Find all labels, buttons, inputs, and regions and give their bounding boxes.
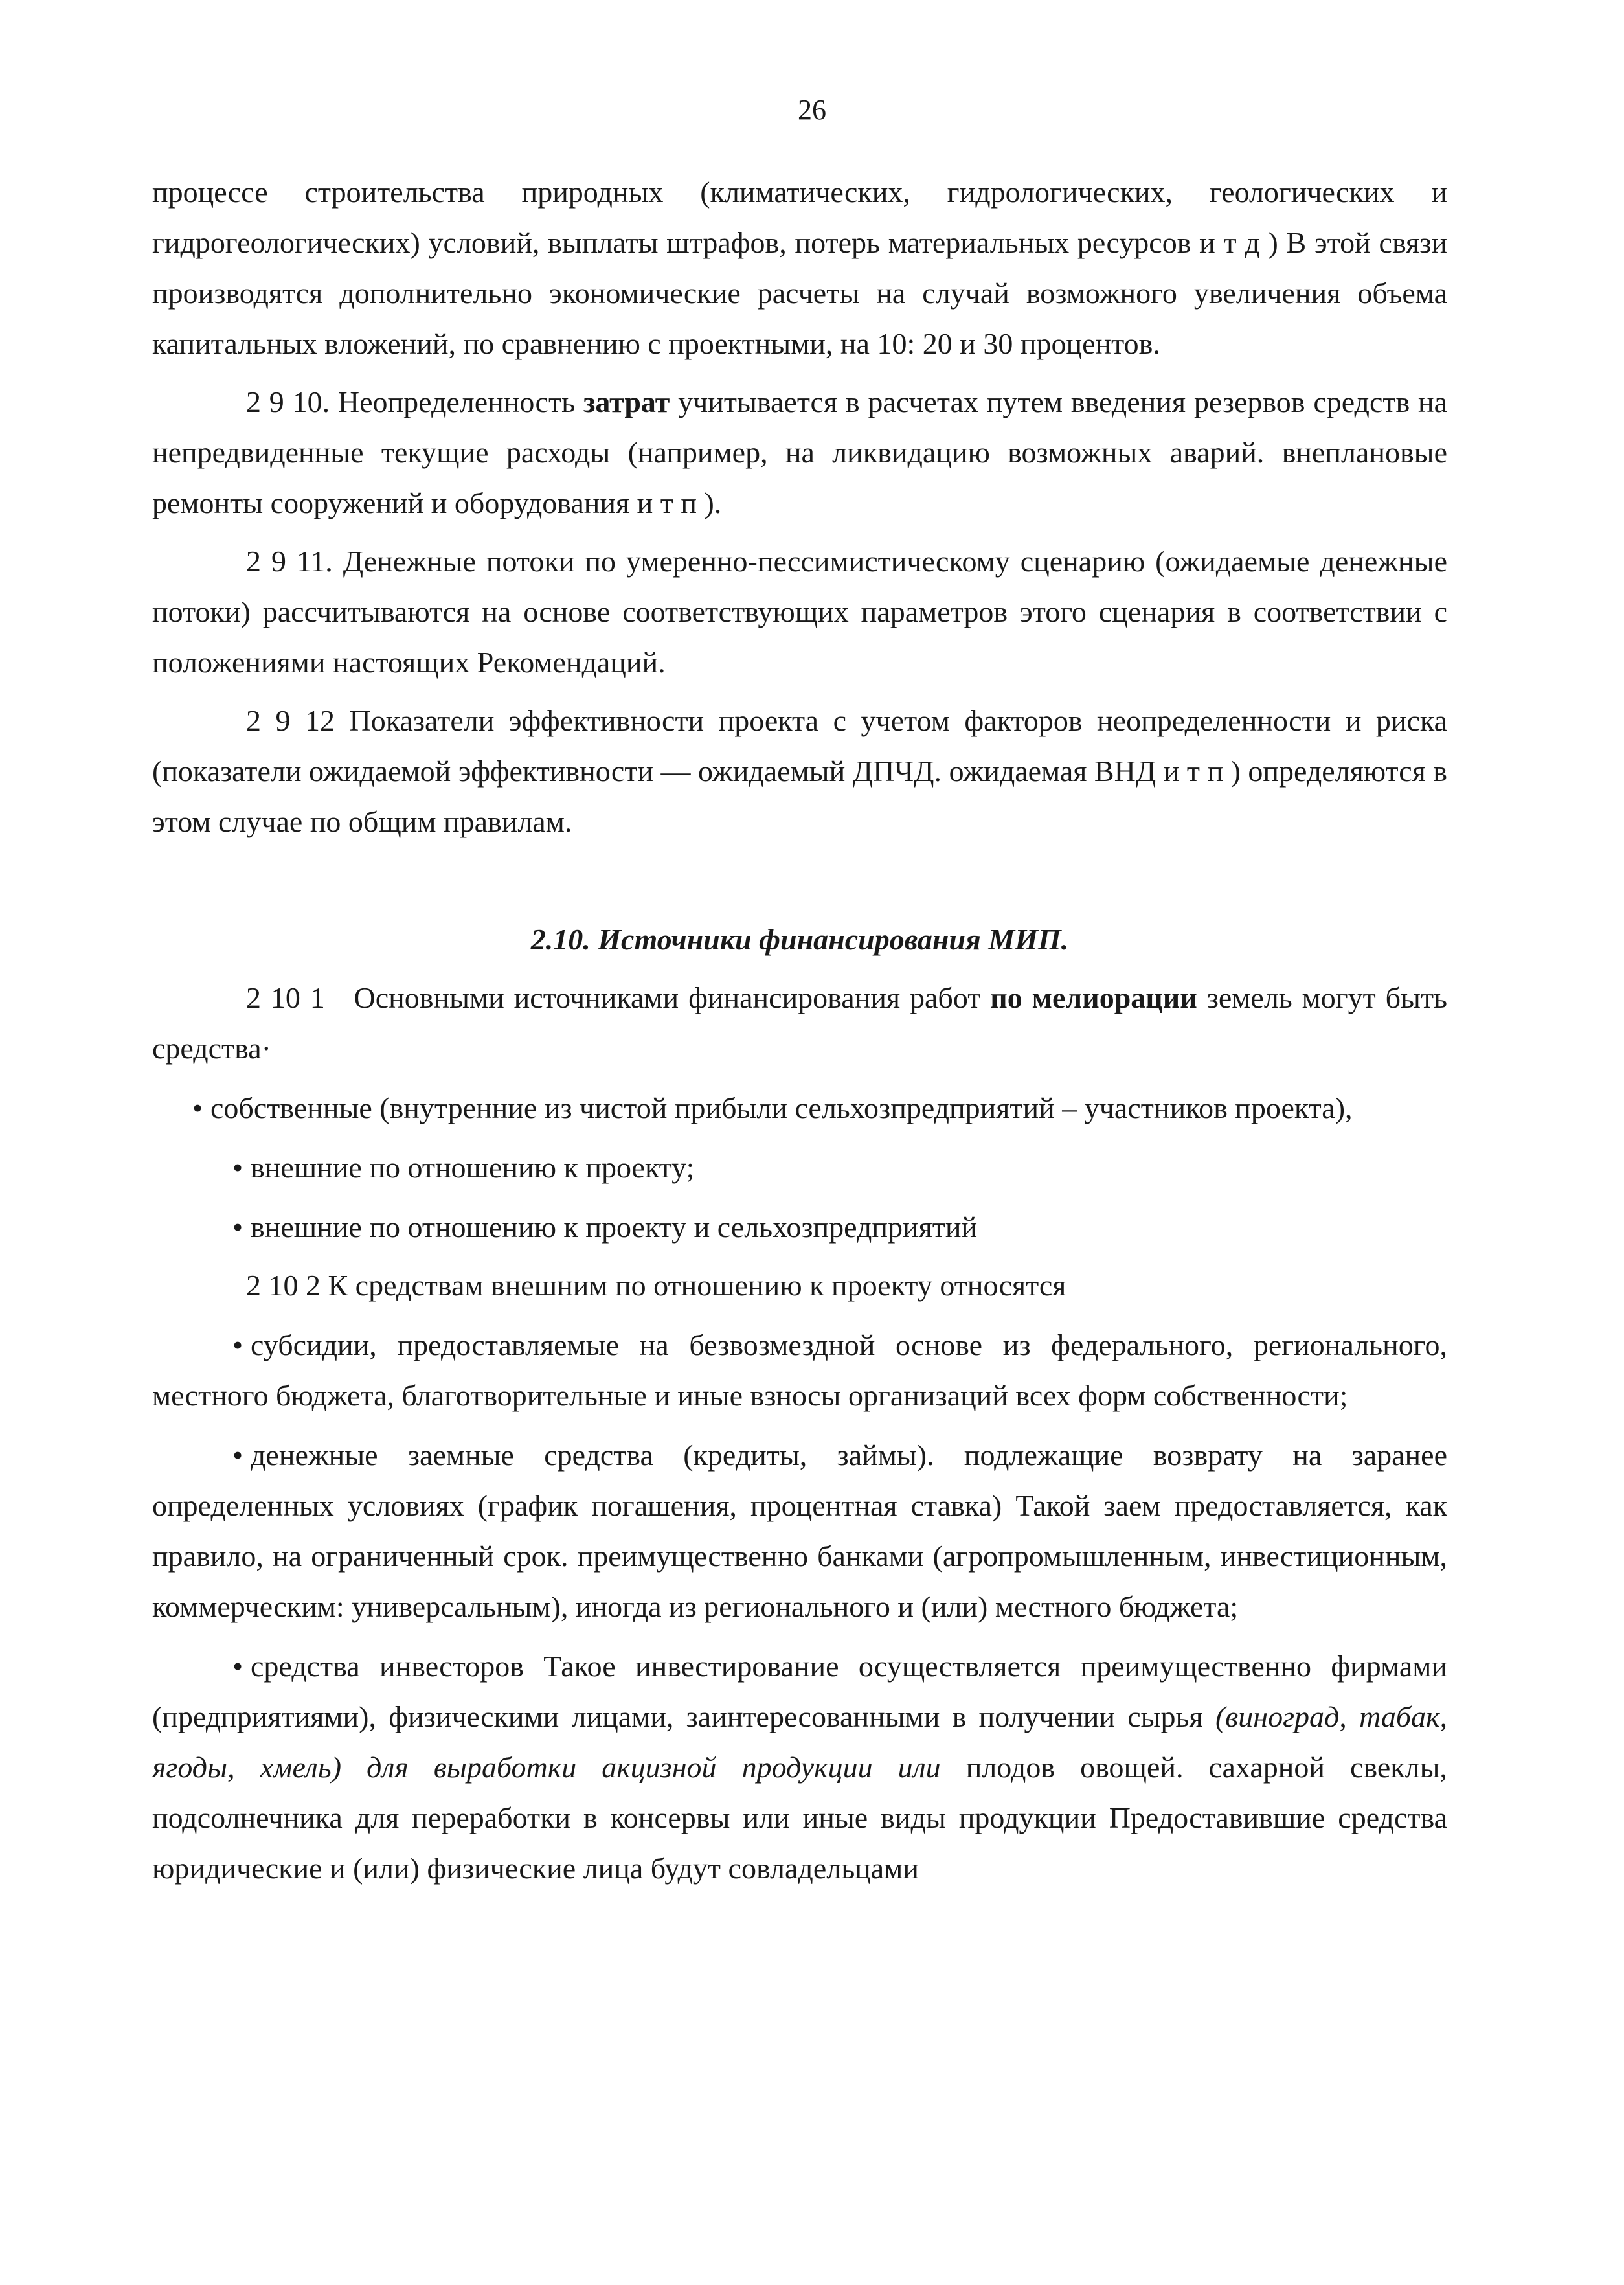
list-item-text: средства инвесторов Такое инвестирование осуществляется преимущественно фирмами (предприятиями), физическими лицами, заинтересованными в получении сырья	[152, 1650, 1447, 1733]
list-item-text: субсидии, предоставляемые на безвозмездной основе из федерального, регионального, местного бюджета, благотворительные и иные взносы организаций всех форм собственности;	[152, 1328, 1447, 1412]
paragraph-text: Основными источниками финансирования работ	[354, 981, 981, 1014]
list-item-text: собственные (внутренние из чистой прибыли сельхозпредприятий – участников проекта),	[210, 1091, 1353, 1124]
list-item-text: внешние по отношению к проекту и сельхозпредприятий	[251, 1211, 978, 1244]
list-item-own-funds	[152, 1083, 1447, 1133]
paragraph-2-10-1	[152, 973, 1447, 1074]
bullet-icon: •	[232, 1650, 243, 1683]
list-item-external	[152, 1142, 1447, 1193]
bullet-icon: •	[232, 1211, 243, 1244]
section-heading: 2.10. Источники финансирования МИП.	[530, 923, 1069, 956]
list-item-text: денежные заемные средства (кредиты, займы). подлежащие возврату на заранее определенных условиях (график погашения, процентная ставка) Такой заем предоставляется, как правило, на ограниченный срок. преимущественно банками (агропромышленным, инвестиционным, коммерческим: универсальным), иногда из регионального и (или) местного бюджета;	[152, 1438, 1447, 1623]
paragraph-text: учитывается в расчетах путем введения резервов средств на непредвиденные текущие расходы (например, на ликвидацию возможных аварий. внеплановые ремонты сооружений и оборудования и т п ).	[152, 385, 1448, 519]
paragraph-2-9-10	[152, 377, 1447, 529]
list-item-text: плодов овощей. сахарной свеклы, подсолнечника для переработки в консервы или иные виды продукции Предоставившие средства юридические и (или) физические лица будут совладельцами	[152, 1751, 1448, 1885]
italic-text: (виноград, табак, ягоды, хмель) для выработки акцизной продукции или	[152, 1700, 1448, 1784]
page-number: 26	[798, 94, 826, 126]
bullet-icon: •	[232, 1328, 243, 1361]
paragraph-2-9-11: 2 9 11. Денежные потоки по умеренно-пессимистическому сценарию (ожидаемые денежные потоки) рассчитываются на основе соответствующих параметров этого сценария в соответствии с положениями настоящих Рекомендаций.	[152, 545, 1447, 679]
paragraph-2-9-12: 2 9 12 Показатели эффективности проекта с учетом факторов неопределенности и риска (показатели ожидаемой эффективности — ожидаемый ДПЧД. ожидаемая ВНД и т п ) определяются в этом случае по общим правилам.	[152, 704, 1447, 838]
list-item-subsidies	[152, 1320, 1447, 1421]
paragraph-text: Неопределенность	[337, 385, 576, 418]
bullet-icon: •	[232, 1151, 243, 1184]
bullet-icon: •	[192, 1091, 203, 1124]
clause-number: 2 9 10.	[246, 385, 330, 418]
paragraph-2-10-2: 2 10 2 К средствам внешним по отношению к проекту относятся	[246, 1269, 1066, 1302]
list-item-external-enterprises	[152, 1202, 1447, 1253]
list-item-loans	[152, 1430, 1447, 1632]
list-item-investors	[152, 1641, 1447, 1894]
clause-number: 2 10 1	[246, 981, 325, 1014]
list-item-text: внешние по отношению к проекту;	[251, 1151, 695, 1184]
page-content	[152, 167, 1447, 1894]
emphasis-text: затрат	[583, 385, 670, 418]
paragraph-continuation: процессе строительства природных (климатических, гидрологических, геологических и гидрогеологических) условий, выплаты штрафов, потерь материальных ресурсов и т д ) В этой связи производятся дополнительно экономические расчеты на случай возможного увеличения объема капитальных вложений, по сравнению с проектными, на 10: 20 и 30 процентов.	[152, 176, 1447, 360]
emphasis-text: по мелиорации	[990, 981, 1197, 1014]
bullet-icon: •	[232, 1438, 243, 1472]
paragraph-text: земель могут быть средства·	[152, 981, 1448, 1065]
